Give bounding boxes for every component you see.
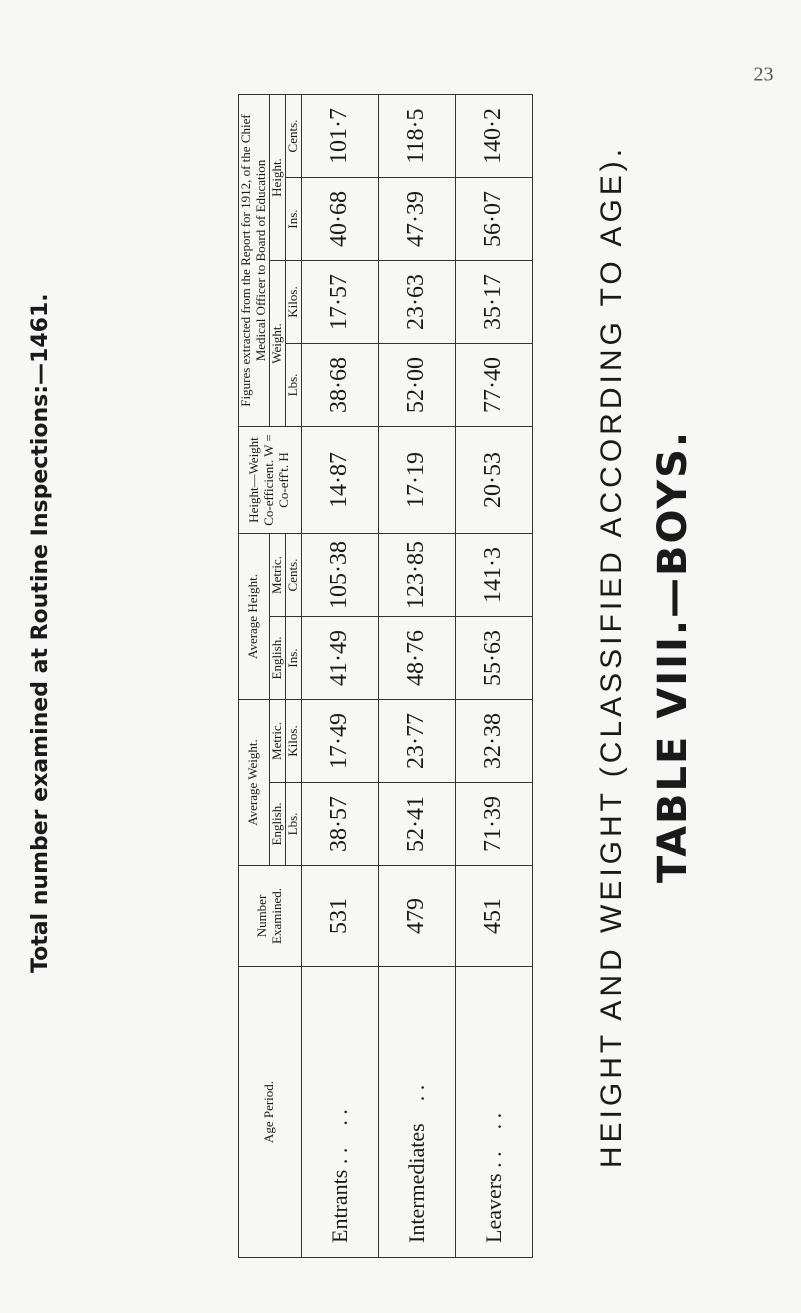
cell-ew-lbs: 77·40 [455, 344, 532, 427]
cell-ew-lbs: 52·00 [378, 344, 455, 427]
header-coefficient: Height—Weight Co-efficient. W = Co-eff't. H [239, 427, 302, 534]
cell-number-examined: 531 [301, 866, 378, 967]
table-row [455, 95, 532, 1258]
table-row [301, 95, 378, 1258]
cell-coefficient: 14·87 [301, 427, 378, 534]
cell-number-examined: 451 [455, 866, 532, 967]
header-aw-metric: Metric. [269, 700, 285, 783]
cell-aw-lbs: 38·57 [301, 783, 378, 866]
cell-ah-ins: 41·49 [301, 617, 378, 700]
cell-aw-lbs: 71·39 [455, 783, 532, 866]
cell-ah-ins: 55·63 [455, 617, 532, 700]
header-extract-weight: Weight. [269, 261, 285, 427]
cell-number-examined: 479 [378, 866, 455, 967]
header-extract-height: Height. [269, 95, 285, 261]
table-row [378, 95, 455, 1258]
row-age-period: Leavers . . . . [455, 967, 532, 1258]
header-aw-lbs: Lbs. [285, 783, 301, 866]
cell-eh-ins: 47·39 [378, 178, 455, 261]
header-ah-ins: Ins. [285, 617, 301, 700]
cell-eh-cents: 101·7 [301, 95, 378, 178]
header-aw-kilos: Kilos. [285, 700, 301, 783]
header-ah-metric: Metric. [269, 534, 285, 617]
cell-ew-kilos: 17·57 [301, 261, 378, 344]
row-age-period: Intermediates . . [378, 967, 455, 1258]
header-ew-kilos: Kilos. [285, 261, 301, 344]
header-ew-lbs: Lbs. [285, 344, 301, 427]
cell-eh-cents: 118·5 [378, 95, 455, 178]
row-age-period: Entrants . . . . [301, 967, 378, 1258]
cell-eh-cents: 140·2 [455, 95, 532, 178]
cell-ah-cents: 105·38 [301, 534, 378, 617]
header-average-weight: Average Weight. [239, 700, 270, 866]
total-examined-note: Total number examined at Routine Inspections:—1461. [28, 293, 53, 973]
page-number: 23 [753, 63, 774, 86]
cell-eh-ins: 56·07 [455, 178, 532, 261]
cell-ew-kilos: 23·63 [378, 261, 455, 344]
cell-ah-cents: 123·85 [378, 534, 455, 617]
header-age-period: Age Period. [239, 967, 302, 1258]
page-title: TABLE VIII.—BOYS. [650, 429, 696, 884]
header-ah-cents: Cents. [285, 534, 301, 617]
cell-aw-kilos: 23·77 [378, 700, 455, 783]
header-ah-english: English. [269, 617, 285, 700]
header-eh-ins: Ins. [285, 178, 301, 261]
cell-aw-lbs: 52·41 [378, 783, 455, 866]
cell-ah-ins: 48·76 [378, 617, 455, 700]
header-number-examined: Number Examined. [239, 866, 302, 967]
cell-aw-kilos: 17·49 [301, 700, 378, 783]
cell-ah-cents: 141·3 [455, 534, 532, 617]
cell-eh-ins: 40·68 [301, 178, 378, 261]
header-average-height: Average Height. [239, 534, 270, 700]
header-aw-english: English. [269, 783, 285, 866]
header-extract: Figures extracted from the Report for 1912, of the Chief Medical Officer to Board of Education [239, 95, 270, 427]
height-weight-table [238, 94, 533, 1258]
header-eh-cents: Cents. [285, 95, 301, 178]
cell-ew-kilos: 35·17 [455, 261, 532, 344]
page-subtitle: HEIGHT AND WEIGHT (CLASSIFIED ACCORDING TO AGE). [595, 144, 628, 1169]
cell-aw-kilos: 32·38 [455, 700, 532, 783]
cell-ew-lbs: 38·68 [301, 344, 378, 427]
cell-coefficient: 17·19 [378, 427, 455, 534]
cell-coefficient: 20·53 [455, 427, 532, 534]
